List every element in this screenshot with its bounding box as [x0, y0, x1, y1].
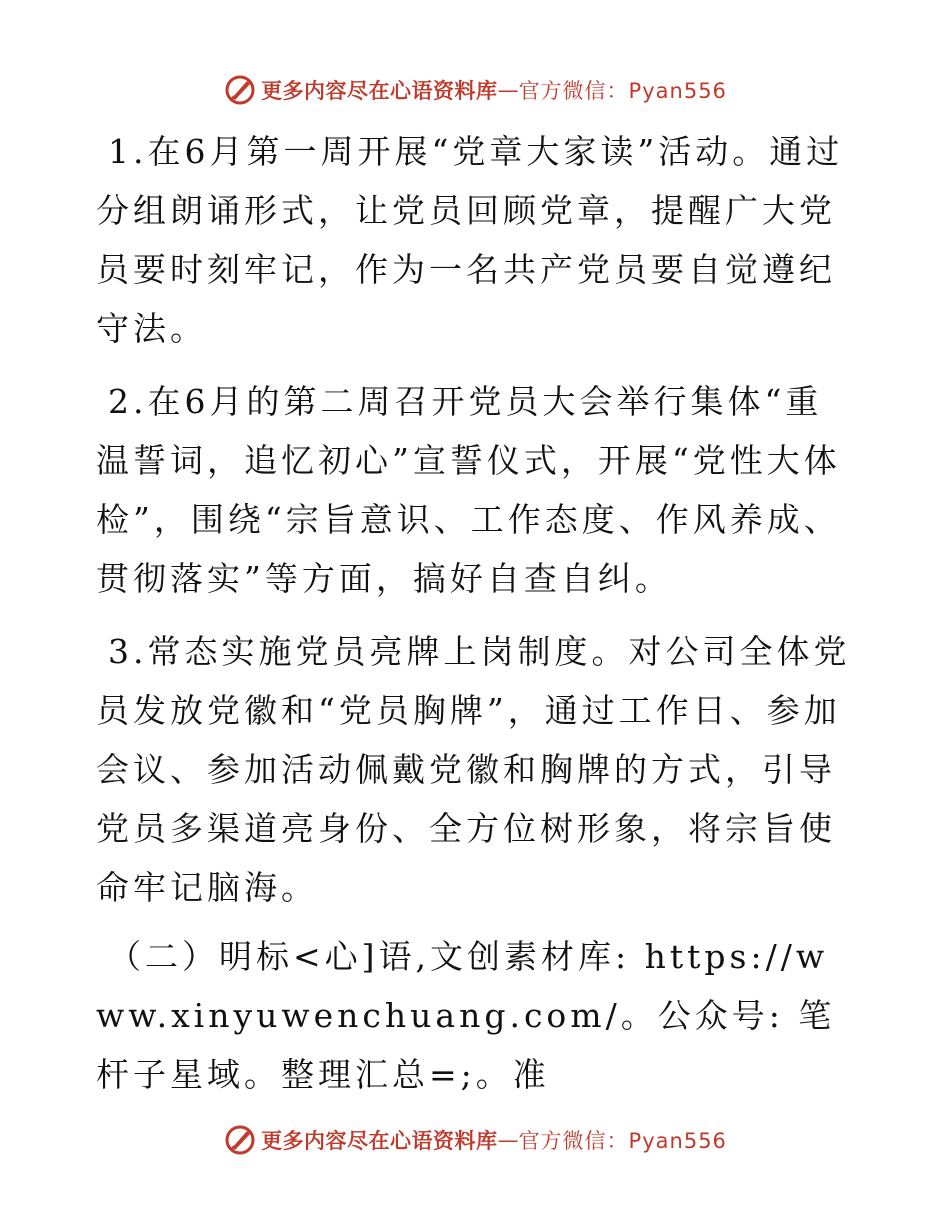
watermark-brand: 更多内容尽在心语资料库: [261, 1129, 498, 1153]
document-body: [96, 122, 856, 1104]
paragraph-2: 2.在6月的第二周召开党员大会举行集体“重温誓词，追忆初心”宣誓仪式，开展“党性大体检”，围绕“宗旨意识、工作态度、作风养成、贯彻落实”等方面，搞好自查自纠。: [96, 382, 841, 598]
watermark-wechat: 官方微信：Pyan556: [518, 79, 727, 103]
footer-watermark: [0, 1120, 950, 1160]
paragraph-4: （二）明标<心]语,文创素材库: https://www.xinyuwenchuang.com/。公众号: 笔杆子星域。整理汇总=;。准: [96, 937, 836, 1094]
watermark-separator: —: [497, 1128, 519, 1152]
paragraph-1: 1.在6月第一周开展“党章大家读”活动。通过分组朗诵形式，让党员回顾党章，提醒广大党员要时刻牢记，作为一名共产党员要自觉遵纪守法。: [96, 132, 844, 348]
watermark-brand: 更多内容尽在心语资料库: [261, 79, 498, 103]
paragraph-3: 3.常态实施党员亮牌上岗制度。对公司全体党员发放党徽和“党员胸牌”，通过工作日、参加会议、参加活动佩戴党徽和胸牌的方式，引导党员多渠道亮身份、全方位树形象，将宗旨使命牢记脑海。: [96, 632, 851, 907]
watermark-wechat: 官方微信：Pyan556: [518, 1129, 727, 1153]
watermark-separator: —: [497, 78, 519, 102]
quill-pen-logo-icon: [223, 1123, 257, 1157]
header-watermark: [0, 70, 950, 110]
quill-pen-logo-icon: [223, 73, 257, 107]
